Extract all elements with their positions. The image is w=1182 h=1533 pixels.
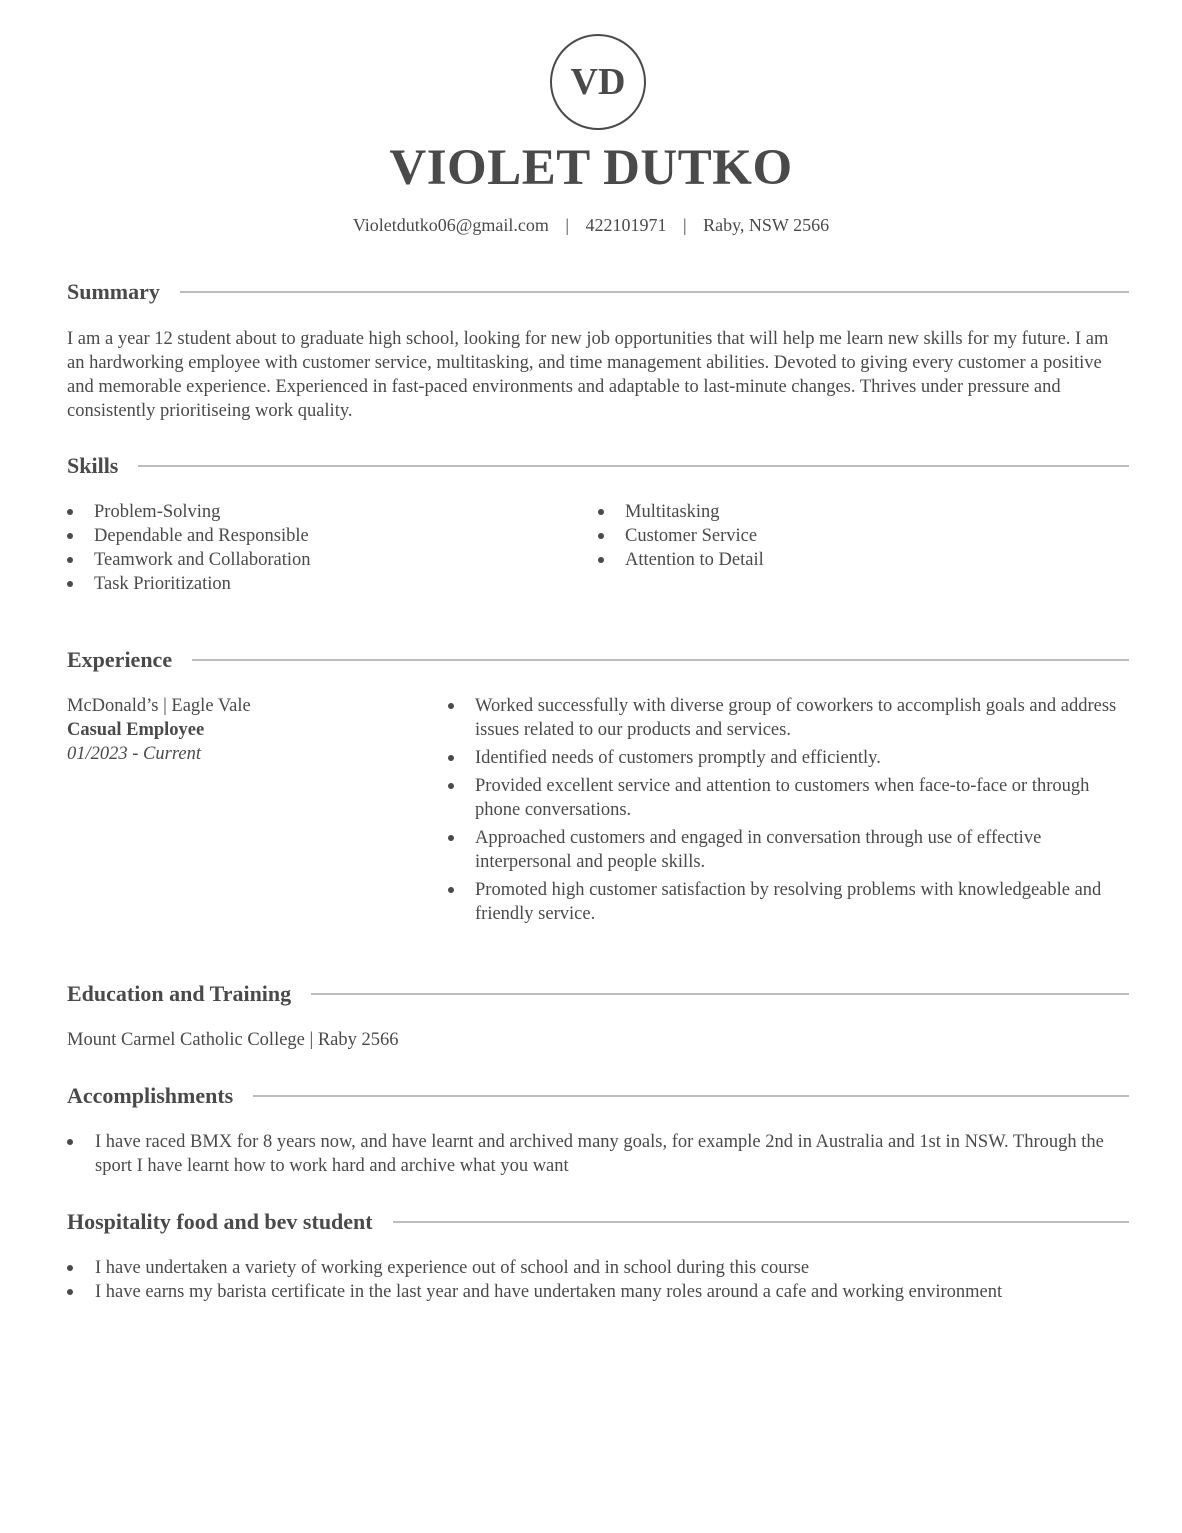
- employer: McDonald’s | Eagle Vale: [67, 696, 251, 716]
- hospitality-item: I have earns my barista certificate in the last year and have undertaken many roles around a cafe and working environment: [67, 1280, 1129, 1304]
- hospitality-item: I have undertaken a variety of working experience out of school and in school during this course: [67, 1256, 1129, 1280]
- education-school: Mount Carmel Catholic College | Raby 2566: [67, 1030, 399, 1050]
- accomplishment-item: I have raced BMX for 8 years now, and have learnt and archived many goals, for example 2nd in Australia and 1st in NSW. Through the sport I have learnt how to work hard and archive what you want: [67, 1130, 1129, 1178]
- monogram-badge: [550, 34, 646, 130]
- section-divider: [192, 659, 1129, 661]
- hospitality-section-header: [67, 1207, 1129, 1237]
- skill-item: Dependable and Responsible: [67, 524, 311, 548]
- experience-section-header: [67, 645, 1129, 675]
- hospitality-list: [67, 1256, 1129, 1304]
- hospitality-heading: Hospitality food and bev student: [67, 1209, 373, 1234]
- accomplishments-list: [67, 1130, 1129, 1178]
- experience-job-info: [67, 694, 251, 766]
- skill-item: Teamwork and Collaboration: [67, 548, 311, 572]
- contact-separator: |: [682, 215, 687, 235]
- contact-separator: |: [565, 215, 569, 235]
- section-divider: [253, 1095, 1129, 1097]
- experience-bullet: Provided excellent service and attention to customers when face-to-face or through phone conversations.: [448, 774, 1129, 822]
- section-divider: [311, 993, 1129, 995]
- skills-heading: Skills: [67, 453, 119, 478]
- section-divider: [180, 291, 1129, 293]
- job-dates: 01/2023 - Current: [67, 744, 201, 764]
- skill-item: Attention to Detail: [598, 548, 764, 572]
- skill-item: Task Prioritization: [67, 572, 311, 596]
- contact-line: [0, 213, 1182, 237]
- accomplishments-heading: Accomplishments: [67, 1083, 234, 1108]
- education-heading: Education and Training: [67, 981, 292, 1006]
- skills-column-left: [67, 500, 311, 596]
- skill-item: Problem-Solving: [67, 500, 311, 524]
- contact-phone: 422101971: [585, 215, 667, 235]
- skill-item: Multitasking: [598, 500, 764, 524]
- experience-bullet: Promoted high customer satisfaction by resolving problems with knowledgeable and friendly service.: [448, 878, 1129, 926]
- accomplishments-section-header: [67, 1081, 1129, 1111]
- experience-bullet: Worked successfully with diverse group of coworkers to accomplish goals and address issues related to our products and services.: [448, 694, 1129, 742]
- section-divider: [138, 465, 1129, 467]
- summary-heading: Summary: [67, 279, 160, 304]
- experience-bullet: Approached customers and engaged in conversation through use of effective interpersonal and people skills.: [448, 826, 1129, 874]
- skill-item: Customer Service: [598, 524, 764, 548]
- contact-location: Raby, NSW 2566: [703, 215, 830, 235]
- experience-heading: Experience: [67, 647, 173, 672]
- section-divider: [393, 1221, 1129, 1223]
- job-title: Casual Employee: [67, 720, 205, 740]
- contact-email: Violetdutko06@gmail.com: [352, 215, 549, 235]
- monogram-text: VD: [570, 61, 626, 103]
- experience-bullets: [448, 694, 1129, 930]
- summary-text: I am a year 12 student about to graduate high school, looking for new job opportunities that will help me learn new skills for my future. I am an hardworking employee with customer service, multitasking, and time management abilities. Devoted to giving every customer a positive and memorable experience. Experienced in fast-paced environments and adaptable to last-minute changes. Thrives under pressure and consistently prioritiseing work quality.: [67, 329, 1109, 421]
- experience-bullet: Identified needs of customers promptly and efficiently.: [448, 746, 1129, 770]
- education-section-header: [67, 979, 1129, 1009]
- skills-section-header: [67, 451, 1129, 481]
- skills-column-right: [598, 500, 764, 572]
- candidate-name: VIOLET DUTKO: [389, 140, 793, 196]
- summary-section-header: [67, 277, 1129, 307]
